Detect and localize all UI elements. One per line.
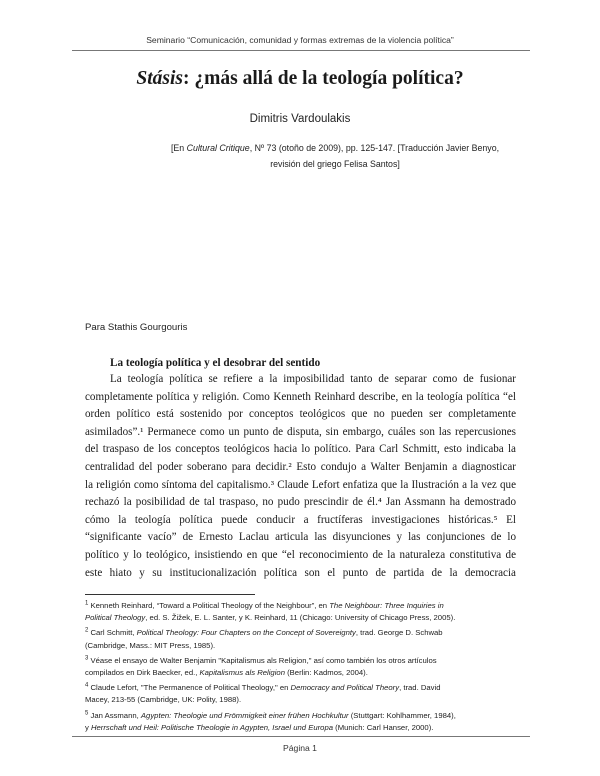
body-line: del traspaso de los conceptos teológicos hacia lo político. Para Carl Schmitt, esto indicaba la: [85, 443, 516, 456]
body-line: centralidad del poder soberano para decidir.² Esto condujo a Walter Benjamin a diagnosticar: [85, 460, 516, 473]
body-line: completamente política y religión. Como Kenneth Reinhard describe, en la teología política “el: [85, 390, 516, 403]
footnote-text: compilados en Dirk Baecker, ed.,: [85, 668, 200, 678]
header-rule: [72, 50, 530, 51]
footnote-text: Jan Assmann,: [90, 710, 141, 720]
footnote-line: [85, 682, 517, 694]
body-line: La teología política se refiere a la imposibilidad tanto de separar como de fusionar: [110, 373, 516, 385]
footnote-line: [85, 667, 517, 679]
footnote-line: [85, 694, 517, 706]
body-line: la religión como síntoma del capitalismo.³ Claude Lefort enfatiza que la Ilustración a la vez que: [85, 478, 516, 491]
footnote-line: [85, 710, 517, 722]
footnote-text: y: [85, 722, 91, 732]
footnote-text: Véase el ensayo de Walter Benjamin "Kapitalismus als Religion," así como también los otros artículos: [90, 655, 437, 665]
title-rest: : ¿más allá de la teología política?: [183, 68, 464, 89]
footnote: [85, 627, 517, 651]
footnote-text: Kenneth Reinhard, “Toward a Political Theology of the Neighbour”, en: [90, 601, 330, 610]
footnotes: [85, 600, 517, 737]
footnote-number: 1: [85, 600, 89, 607]
footnote-work-title: The Neighbour: Three Inquiries in: [329, 601, 444, 610]
article-title: [0, 68, 600, 90]
footnote: [85, 655, 517, 679]
footnote-number: 4: [85, 682, 89, 689]
ref-open: [En: [170, 143, 187, 153]
footer-rule: [72, 736, 530, 737]
footnote-text: (Cambridge, Mass.: MIT Press, 1985).: [85, 640, 216, 650]
footnote-work-title: Kapitalismus als Religion: [199, 668, 285, 678]
footnote-rule: [85, 594, 255, 595]
footnote-text: (Stuttgart: Kohlhammer, 1984),: [348, 710, 456, 720]
running-header: Seminario “Comunicación, comunidad y formas extremas de la violencia política”: [146, 35, 454, 45]
journal-name: Cultural Critique: [186, 143, 250, 153]
author-name: Dimitris Vardoulakis: [249, 113, 351, 125]
footnote-text: Macey, 213-55 (Cambridge, UK: Polity, 1988).: [85, 695, 242, 705]
footnote-text: , ed. S. Žižek, E. L. Santer, y K. Reinhard, 11 (Chicago: University of Chicago Press, 2005).: [145, 613, 456, 623]
ref-rest: , Nº 73 (otoño de 2009), pp. 125-147. [Traducción Javier Benyo, revisión del griego Felisa Santos]: [249, 143, 500, 169]
body-line: cómo la teología política puede conducir a fructíferas investigaciones históricas.⁵ El: [85, 513, 516, 526]
footnote-work-title: Agypten: Theologie und Frömmigkeit einer frühen Hochkultur: [140, 710, 349, 720]
publication-reference: [155, 140, 515, 172]
title-italic: Stásis: [136, 68, 184, 89]
footnote-work-title: Political Theology: [85, 613, 146, 623]
footnote-line: [85, 640, 517, 652]
footnote: [85, 682, 517, 706]
footnote-text: , trad. David: [399, 683, 441, 693]
footnote-line: [85, 655, 517, 667]
footnote-line: [85, 612, 517, 624]
footnote-line: [85, 722, 517, 734]
footnote: [85, 600, 517, 624]
body-line: asimilados”.¹ Permanece como un punto de disputa, sin embargo, cuáles son las repercusiones: [85, 425, 516, 438]
body-line: este hiato y su institucionalización política son el punto de partida de la democracia: [85, 566, 516, 579]
page-number: Página 1: [283, 743, 317, 753]
footnote-line: [85, 627, 517, 639]
dedication: Para Stathis Gourgouris: [85, 322, 188, 333]
footnote-work-title: Herrschaft und Heil: Politische Theologie in Agypten, Israel und Europa: [90, 722, 333, 732]
footnote-text: , trad. George D. Schwab: [355, 628, 443, 638]
footnote-number: 3: [85, 655, 89, 662]
footnote-text: Claude Lefort, "The Permanence of Political Theology," en: [90, 683, 291, 693]
footnote-work-title: Political Theology: Four Chapters on the Concept of Sovereignty: [136, 628, 356, 638]
footnote-text: (Berlin: Kadmos, 2004).: [284, 668, 368, 678]
body-text: [85, 371, 516, 582]
footnote: [85, 710, 517, 734]
footnote-text: (Munich: Carl Hanser, 2000).: [333, 722, 434, 732]
footnote-number: 2: [85, 627, 89, 634]
body-line: “significante vacío” de Ernesto Laclau articula las disyunciones y las conjunciones de lo: [85, 531, 516, 544]
body-line: político y lo teológico, insistiendo en que “el reconocimiento de la naturaleza constitutiva de: [85, 548, 516, 561]
body-line: orden político está sostenido por conceptos teológicos que no pueden ser completamente: [85, 408, 516, 421]
footnote-work-title: Democracy and Political Theory: [290, 683, 400, 693]
section-title: La teología política y el desobrar del sentido: [110, 357, 321, 369]
body-line: rechazó la posibilidad de tal traspaso, no pudo prescindir de él.⁴ Jan Assmann ha demostrado: [85, 496, 516, 509]
footnote-text: Carl Schmitt,: [90, 628, 137, 638]
footnote-number: 5: [85, 710, 89, 717]
footnote-line: [85, 600, 517, 612]
